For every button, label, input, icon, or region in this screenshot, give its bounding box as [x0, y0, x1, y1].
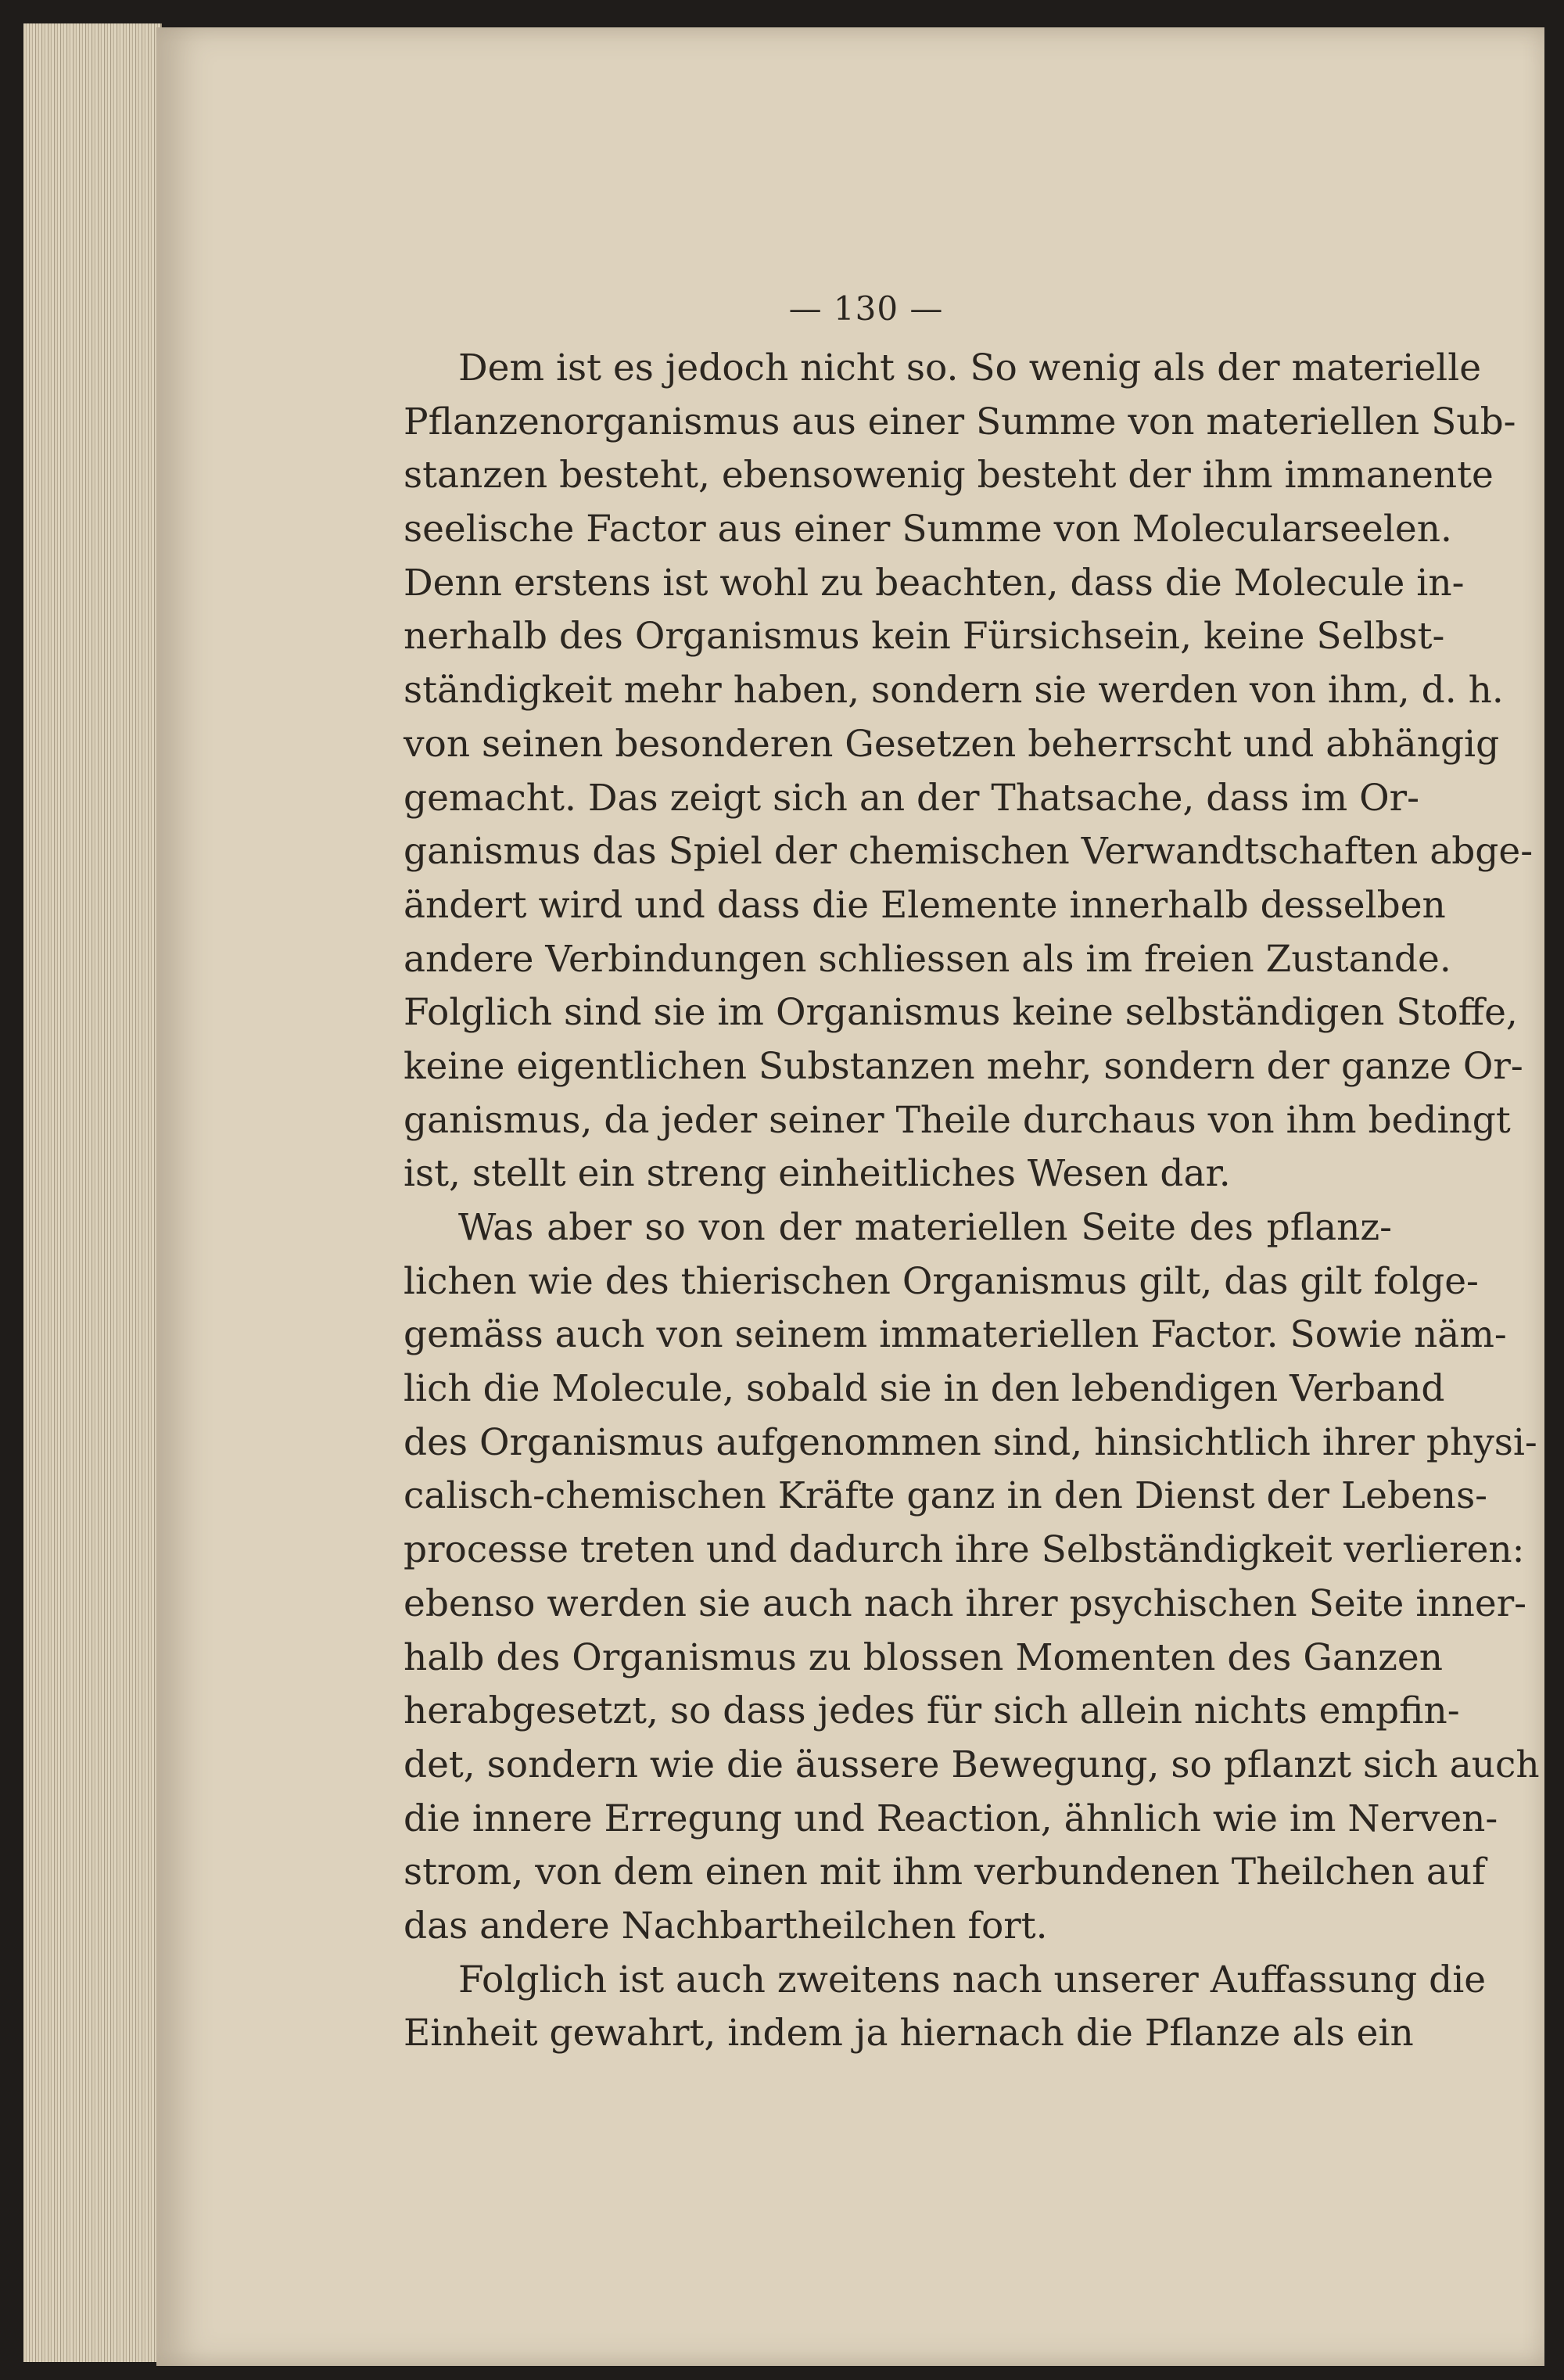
text-line: Dem ist es jedoch nicht so. So wenig als der materielle — [458, 346, 1482, 389]
text-line: ganismus das Spiel der chemischen Verwandtschaften abge- — [404, 830, 1534, 874]
text-line: stanzen besteht, ebensowenig besteht der ihm immanente — [404, 454, 1494, 497]
text-line: seelische Factor aus einer Summe von Molecularseelen. — [404, 508, 1452, 551]
text-line: gemäss auch von seinem immateriellen Factor. Sowie näm- — [404, 1313, 1507, 1357]
text-line: Folglich ist auch zweitens nach unserer Auffassung die — [458, 1958, 1487, 2001]
text-line: det, sondern wie die äussere Bewegung, so pflanzt sich auch — [404, 1743, 1540, 1786]
text-line: herabgesetzt, so dass jedes für sich allein nichts empfin- — [404, 1689, 1460, 1733]
text-line: Folglich sind sie im Organismus keine selbständigen Stoffe, — [404, 991, 1518, 1035]
text-line: das andere Nachbartheilchen fort. — [404, 1904, 1048, 1947]
text-line: von seinen besonderen Gesetzen beherrscht und abhängig — [404, 722, 1500, 766]
text-line: Was aber so von der materiellen Seite des pflanz- — [458, 1206, 1392, 1249]
text-line: calisch-chemischen Kräfte ganz in den Dienst der Lebens- — [404, 1474, 1488, 1518]
text-line: ganismus, da jeder seiner Theile durchaus von ihm bedingt — [404, 1098, 1511, 1142]
text-line: ist, stellt ein streng einheitliches Wesen dar. — [404, 1152, 1231, 1196]
text-line: andere Verbindungen schliessen als im freien Zustande. — [404, 937, 1451, 981]
text-line: lich die Molecule, sobald sie in den lebendigen Verband — [404, 1367, 1445, 1411]
text-line: processe treten und dadurch ihre Selbständigkeit verlieren: — [404, 1528, 1525, 1572]
text-line: Denn erstens ist wohl zu beachten, dass die Molecule in- — [404, 561, 1465, 605]
page-number: — 130 — — [788, 289, 944, 328]
text-line: Pflanzenorganismus aus einer Summe von materiellen Sub- — [404, 400, 1516, 443]
text-line: lichen wie des thierischen Organismus gilt, das gilt folge- — [404, 1259, 1479, 1303]
text-line: halb des Organismus zu blossen Momenten des Ganzen — [404, 1635, 1444, 1679]
text-line: des Organismus aufgenommen sind, hinsichtlich ihrer physi- — [404, 1420, 1537, 1464]
text-line: ändert wird und dass die Elemente innerhalb desselben — [404, 883, 1446, 927]
text-line: die innere Erregung und Reaction, ähnlich wie im Nerven- — [404, 1797, 1498, 1840]
text-line: gemacht. Das zeigt sich an der Thatsache, dass im Or- — [404, 776, 1420, 820]
text-line: ebenso werden sie auch nach ihrer psychischen Seite inner- — [404, 1581, 1527, 1625]
text-line: strom, von dem einen mit ihm verbundenen Theilchen auf — [404, 1851, 1486, 1894]
book-page-edges — [23, 23, 162, 2362]
text-line: keine eigentlichen Substanzen mehr, sondern der ganze Or- — [404, 1044, 1523, 1088]
text-line: nerhalb des Organismus kein Fürsichsein, keine Selbst- — [404, 615, 1445, 659]
body-text — [404, 342, 1540, 2061]
text-line: ständigkeit mehr haben, sondern sie werden von ihm, d. h. — [404, 669, 1504, 713]
text-line: Einheit gewahrt, indem ja hiernach die Pflanze als ein — [404, 2012, 1414, 2055]
